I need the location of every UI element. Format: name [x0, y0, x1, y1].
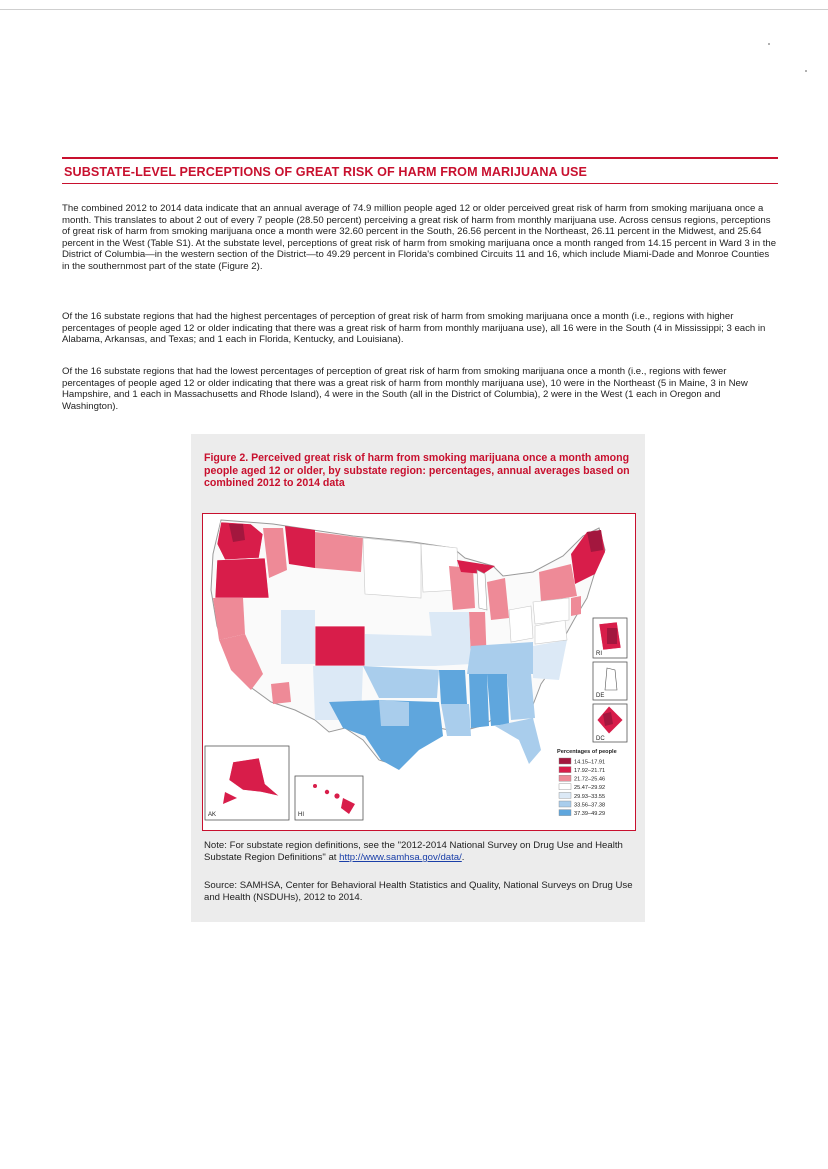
us-map-figure [202, 513, 636, 831]
us-map-graphic [203, 514, 635, 830]
legend-range-label: 37.39–49.29 [574, 811, 606, 817]
inset-alaska [205, 746, 289, 820]
page-top-rule [0, 9, 828, 10]
region-montana-east [315, 532, 363, 572]
legend-swatch [559, 784, 571, 790]
inset-label-hi: HI [298, 812, 304, 818]
scan-speck [805, 70, 807, 72]
legend-range-label: 33.56–37.38 [574, 802, 606, 809]
legend-range-label: 25.47–29.92 [574, 785, 606, 792]
paragraph-overview [62, 203, 778, 273]
region-utah [281, 610, 315, 664]
map-legend [557, 749, 617, 817]
legend-range-label: 17.92–21.71 [574, 768, 606, 774]
inset-hawaii [295, 776, 363, 820]
legend-range-label: 21.72–25.46 [574, 776, 606, 783]
region-kansas [365, 634, 435, 666]
legend-title: Percentages of people [557, 749, 617, 755]
legend-swatch [559, 767, 571, 773]
region-arkansas [439, 670, 467, 704]
figure-note-suffix: . [461, 852, 465, 863]
inset-label-de: DE [596, 693, 605, 699]
region-georgia [507, 674, 535, 720]
legend-swatch [559, 775, 571, 781]
inset-label-ri: RI [596, 651, 602, 657]
paragraph-text: Of the 16 substate regions that had the highest percentages of perception of great risk of harm from smoking marijuana once a month (i.e., regions with higher percentages of people aged 12 or older indicating that there was a great risk of harm from monthly marijuana use), all 16 were in the South (4 in Mississippi; 3 each in Alabama, Arkansas, and Texas; and 1 each in Florida, Kentucky, and Louisiana). [62, 311, 766, 346]
region-oregon [215, 558, 269, 598]
region-texas-west [379, 700, 409, 726]
legend-range-label: 14.15–17.91 [574, 759, 606, 766]
figure-title: Figure 2. Perceived great risk of harm from smoking marijuana once a month among people aged 12 or older, by substate region: percentages, annual averages based on combined 2012 to 2014 data [204, 452, 630, 490]
region-montana-west [285, 526, 315, 568]
region-kentucky-tennessee [467, 642, 533, 674]
region-california-north [213, 598, 245, 640]
section-heading: SUBSTATE-LEVEL PERCEPTIONS OF GREAT RISK OF HARM FROM MARIJUANA USE [64, 165, 588, 179]
legend-swatch [559, 792, 571, 798]
paragraph-text: Of the 16 substate regions that had the lowest percentages of perception of great risk of harm from smoking marijuana once a month (i.e., regions with fewer percentages of people aged 12 or older indicating that there was a great risk of harm from monthly marijuana use), 10 were in the Northeast (5 in Maine, 3 in New Hampshire, and 1 each in Massachusetts and Rhode Island), 4 were in the South (all in the District of Columbia), 2 were in the West (1 each in Oregon and Washington). [62, 366, 748, 412]
region-florida [495, 718, 541, 764]
heading-rule [62, 157, 778, 159]
region-pennsylvania [533, 598, 569, 624]
legend-swatch [559, 758, 571, 764]
inset-rhode-island [593, 618, 627, 658]
samhsa-data-link[interactable]: http://www.samhsa.gov/data/ [339, 852, 462, 863]
region-louisiana [441, 704, 471, 736]
region-arizona-spot [271, 682, 291, 704]
heading-underline [62, 183, 778, 184]
figure-source: Source: SAMHSA, Center for Behavioral Health Statistics and Quality, National Surveys on Drug Use and Health (NSDUHs), 2012 to 2014. [204, 880, 633, 903]
figure-panel [191, 434, 645, 922]
legend-range-label: 29.93–33.55 [574, 793, 606, 800]
region-new-jersey [571, 596, 581, 616]
region-carolinas [533, 640, 567, 680]
inset-label-dc: DC [596, 736, 605, 742]
paragraph-text: The combined 2012 to 2014 data indicate that an annual average of 74.9 million people aged 12 or older perceived great risk of harm from smoking marijuana once a month. This translates to about 2 out of every 7 people (28.50 percent) perceiving a great risk of harm from monthly marijuana use. Across census regions, perceptions of great risk of harm from smoking marijuana once a month were 32.60 percent in the South, 26.56 percent in the Northeast, 26.11 percent in the Midwest, and 25.64 percent in the West (Table S1). At the substate level, perceptions of great risk of harm from smoking marijuana once a month ranged from 14.15 percent in Ward 3 in the District of Columbia—in the western section of the District—to 49.29 percent in Florida's combined Circuits 11 and 16, which include Miami-Dade and Monroe Counties in the southernmost part of the state (Figure 2). [62, 203, 777, 272]
region-colorado [315, 626, 365, 666]
legend-swatch [559, 801, 571, 807]
paragraph-highest [62, 311, 778, 346]
region-ohio [509, 606, 533, 642]
paragraph-lowest [62, 366, 778, 412]
scan-speck [768, 43, 770, 45]
inset-delaware [593, 662, 627, 700]
region-iowa-missouri [429, 612, 471, 666]
region-mississippi [469, 674, 489, 728]
legend-swatch [559, 810, 571, 816]
inset-dc [593, 704, 627, 742]
region-dakotas [363, 538, 421, 598]
figure-note-text: Note: For substate region definitions, see the "2012-2014 National Survey on Drug Use and Health Substate Region Definitions" at [204, 840, 623, 863]
section-header [62, 157, 778, 184]
figure-note [204, 840, 634, 864]
inset-label-ak: AK [208, 812, 217, 818]
